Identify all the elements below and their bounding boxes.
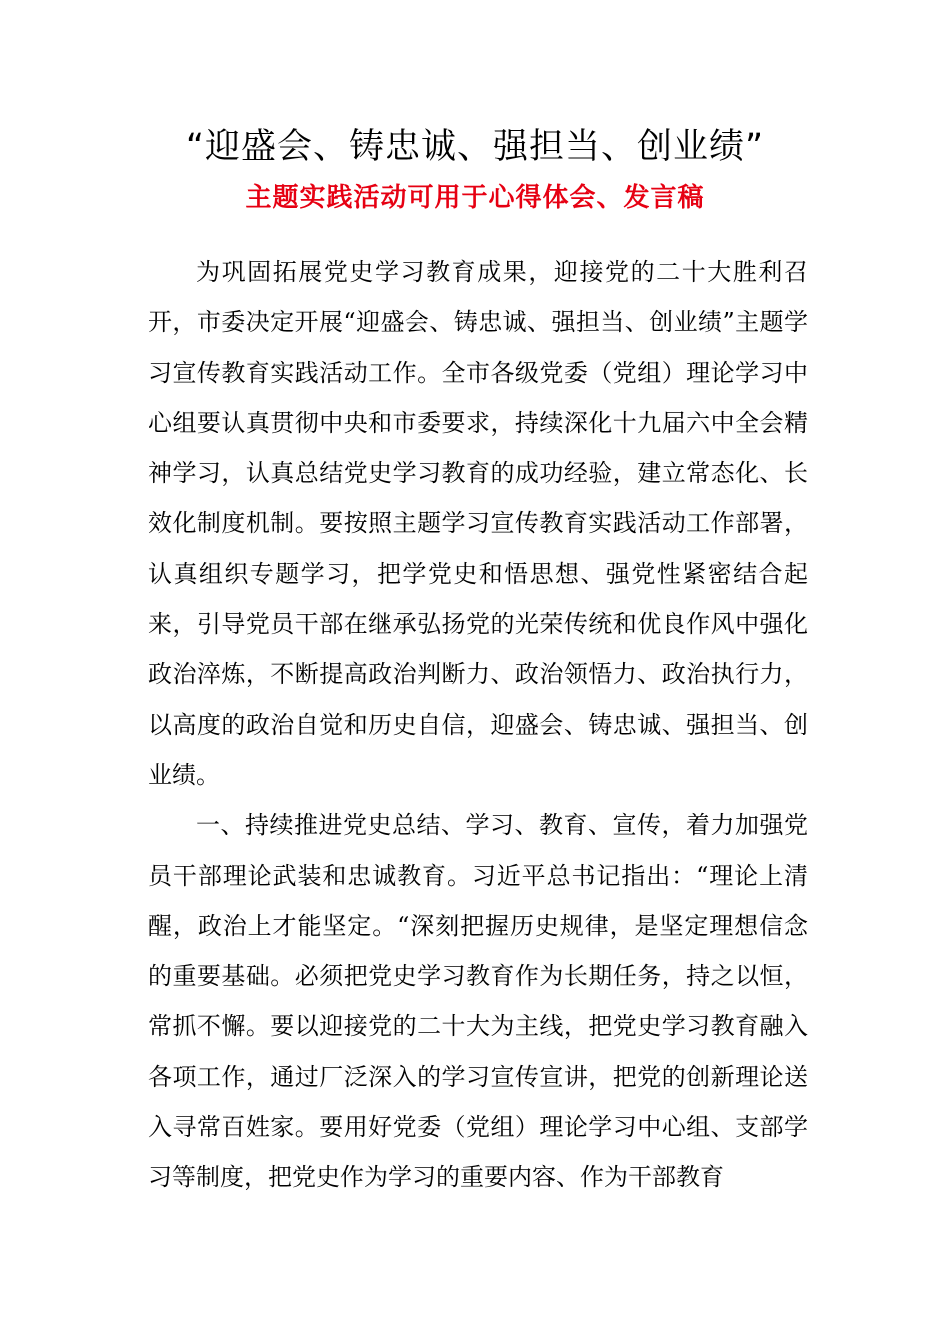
- document-title: “迎盛会、铸忠诚、强担当、创业绩”: [185, 127, 765, 167]
- paragraph: 一、持续推进党史总结、学习、教育、宣传，着力加强党员干部理论武装和忠诚教育。习近平总书记指出：“理论上清醒，政治上才能坚定。“深刻把握历史规律，是坚定理想信念的重要基础。必须把党史学习教育作为长期任务，持之以恒，常抓不懈。要以迎接党的二十大为主线，把党史学习教育融入各项工作，通过厂泛深入的学习宣传宣讲，把党的创新理论送入寻常百姓家。要用好党委（党组）理论学习中心组、支部学习等制度，把党史作为学习的重要内容、作为干部教育: [148, 811, 808, 1192]
- paragraph: 为巩固拓展党史学习教育成果，迎接党的二十大胜利召开，市委决定开展“迎盛会、铸忠诚、强担当、创业绩”主题学习宣传教育实践活动工作。全市各级党委（党组）理论学习中心组要认真贯彻中央和市委要求，持续深化十九届六中全会精神学习，认真总结党史学习教育的成功经验，建立常态化、长效化制度机制。要按照主题学习宣传教育实践活动工作部署，认真组织专题学习，把学党史和悟思想、强党性紧密结合起来，引导党员干部在继承弘扬党的光荣传统和优良作风中强化政治淬炼，不断提高政治判断力、政治领悟力、政治执行力，以高度的政治自觉和历史自信，迎盛会、铸忠诚、强担当、创业绩。: [148, 258, 808, 789]
- document-body: [148, 247, 808, 1203]
- document-subtitle: 主题实践活动可用于心得体会、发言稿: [245, 183, 705, 213]
